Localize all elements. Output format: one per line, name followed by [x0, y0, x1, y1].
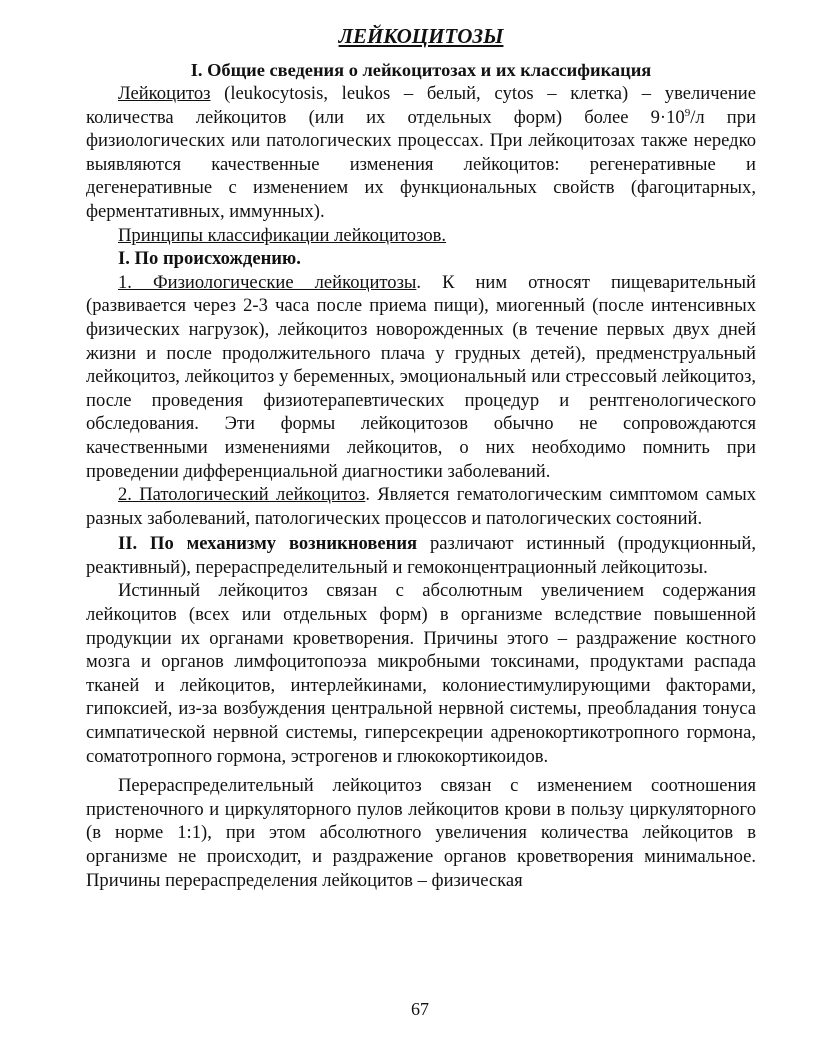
by-origin-heading: I. По происхождению.	[118, 248, 301, 270]
pathological-paragraph	[86, 483, 756, 530]
mechanism-paragraph	[86, 532, 756, 579]
intro-paragraph	[86, 82, 756, 224]
true-leukocytosis-paragraph: Истинный лейкоцитоз связан с абсолютным увеличением содержания лейкоцитов (всех или отдельных форм) в организме вследствие повышенной продукции их органами кроветворения. Причины этого – раздражение костного мозга и органов лимфоцитопоэза микробными токсинами, продуктами распада тканей и лейкоцитов, интерлейкинами, колониестимулирующими факторами, гипоксией, из-за возбуждения центральной нервной системы, преобладания тонуса симпатической нервной системы, гиперсекреции адренокортикотропного гормона, соматотропного гормона, эстрогенов и глюкокортикоидов.	[86, 580, 756, 767]
physiological-text: . К ним относят пищеварительный (развивается через 2-3 часа после приема пищи), миогенный (после интенсивных физических нагрузок), лейкоцитоз новорожденных (в течение первых двух дней жизни и после продолжительного плача у грудных детей), предменструальный лейкоцитоз, лейкоцитоз у беременных, эмоциональный или стрессовый лейкоцитоз, после проведения физиотерапевтических процедур и рентгенологического обследования. Эти формы лейкоцитозов обычно не сопровождаются качественными изменениями лейкоцитов, о них необходимо помнить при проведении дифференциальной диагностики заболеваний.	[86, 271, 756, 482]
term-pathological: 2. Патологический лейкоцитоз	[118, 484, 366, 506]
classification-principles	[86, 224, 756, 248]
intro-text-b: /л при физиологических или патологических процессах. При лейкоцитозах также нередко выявляются качественные изменения лейкоцитов: регенеративные и дегенеративные с изменением их функциональных свойств (фагоцитарных, ферментативных, иммунных).	[86, 106, 756, 222]
pathological-text: . Является гематологическим симптомом самых разных заболеваний, патологических процессов и патологических состояний.	[86, 484, 756, 529]
intro-exponent: 9	[684, 106, 691, 119]
mechanism-text: различают истинный (продукционный, реактивный), перераспределительный и гемоконцентрационный лейкоцитозы.	[86, 533, 756, 578]
classification-principles-text: Принципы классификации лейкоцитозов.	[118, 224, 447, 246]
physiological-paragraph	[86, 271, 756, 483]
page-number: 67	[411, 999, 429, 1019]
redistributive-paragraph: Перераспределительный лейкоцитоз связан с изменением соотношения пристеночного и циркуляторного пулов лейкоцитов крови в пользу циркуляторного (в норме 1:1), при этом абсолютного увеличения количества лейкоцитов в организме не происходит, и раздражение органов кроветворения минимальное. Причины перераспределения лейкоцитов – физическая	[86, 775, 756, 891]
section-heading-general: I. Общие сведения о лейкоцитозах и их классификация	[190, 60, 652, 80]
page-title: ЛЕЙКОЦИТОЗЫ	[338, 24, 504, 48]
intro-text-a: (leukocytosis, leukos – белый, cytos – клетка) – увеличение количества лейкоцитов (или их отдельных форм) более 9·10	[86, 83, 756, 128]
term-physiological: 1. Физиологические лейкоцитозы	[118, 271, 417, 293]
term-leukocytosis: Лейкоцитоз	[118, 83, 211, 104]
mechanism-heading: II. По механизму возникновения	[118, 533, 418, 555]
